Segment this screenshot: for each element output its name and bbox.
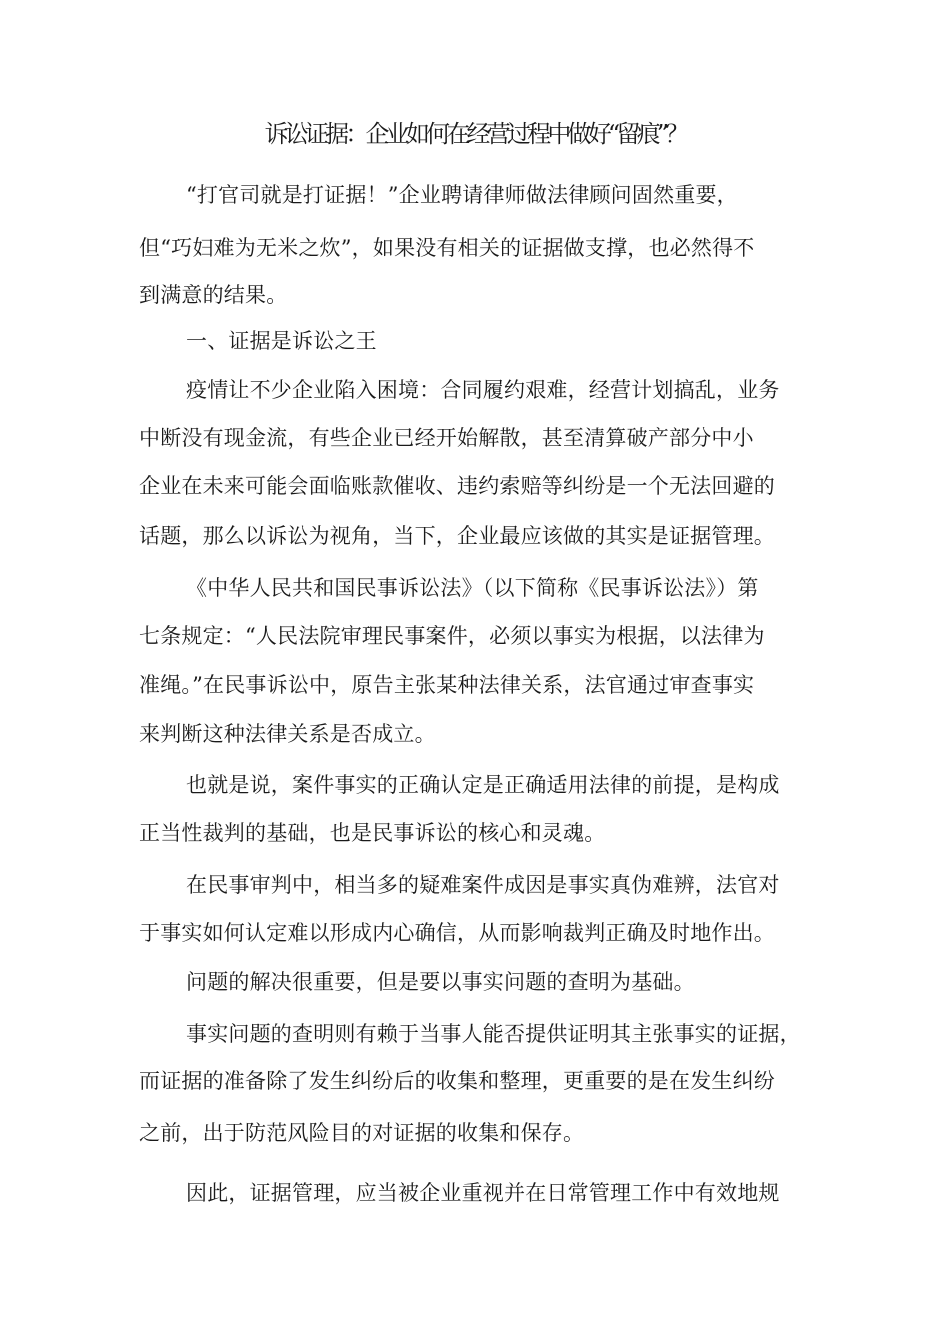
paragraph-line: “打官司就是打证据！”企业聘请律师做法律顾问固然重要， — [186, 183, 738, 207]
paragraph-line: 在民事审判中，相当多的疑难案件成因是事实真伪难辨，法官对 — [186, 873, 780, 897]
paragraph-line: 企业在未来可能会面临账款催收、违约索赔等纠纷是一个无法回避的 — [139, 474, 775, 498]
paragraph-line: 来判断这种法律关系是否成立。 — [139, 722, 436, 746]
paragraph-line: 中断没有现金流，有些企业已经开始解散，甚至清算破产部分中小 — [139, 426, 754, 450]
paragraph-line: 也就是说，案件事实的正确认定是正确适用法律的前提，是构成 — [186, 773, 780, 797]
paragraph-line: 但“巧妇难为无米之炊”，如果没有相关的证据做支撑，也必然得不 — [139, 236, 755, 260]
paragraph-line: 准绳。”在民事诉讼中，原告主张某种法律关系，法官通过审查事实 — [139, 673, 755, 697]
paragraph-line: 于事实如何认定难以形成内心确信，从而影响裁判正确及时地作出。 — [139, 921, 775, 945]
paragraph-line: 正当性裁判的基础，也是民事诉讼的核心和灵魂。 — [139, 821, 606, 845]
paragraph-line: 七条规定：“人民法院审理民事案件，必须以事实为根据，以法律为 — [139, 624, 765, 648]
paragraph-line: 而证据的准备除了发生纠纷后的收集和整理，更重要的是在发生纠纷 — [139, 1069, 775, 1093]
paragraph-line: 疫情让不少企业陷入困境：合同履约艰难，经营计划搞乱，业务 — [186, 378, 780, 402]
paragraph-line: 之前，出于防范风险目的对证据的收集和保存。 — [139, 1121, 585, 1145]
paragraph-line: 《中华人民共和国民事诉讼法》（以下简称《民事诉讼法》）第 — [186, 576, 759, 600]
document-title: 诉讼证据：企业如何在经营过程中做好“留痕”？ — [264, 120, 686, 148]
paragraph-line: 问题的解决很重要，但是要以事实问题的查明为基础。 — [186, 970, 695, 994]
paragraph-line: 因此，证据管理，应当被企业重视并在日常管理工作中有效地规 — [186, 1181, 780, 1205]
section-heading: 一、证据是诉讼之王 — [186, 329, 377, 353]
paragraph-line: 话题，那么以诉讼为视角，当下，企业最应该做的其实是证据管理。 — [139, 524, 775, 548]
paragraph-line: 到满意的结果。 — [139, 283, 288, 307]
paragraph-line: 事实问题的查明则有赖于当事人能否提供证明其主张事实的证据， — [186, 1022, 801, 1046]
